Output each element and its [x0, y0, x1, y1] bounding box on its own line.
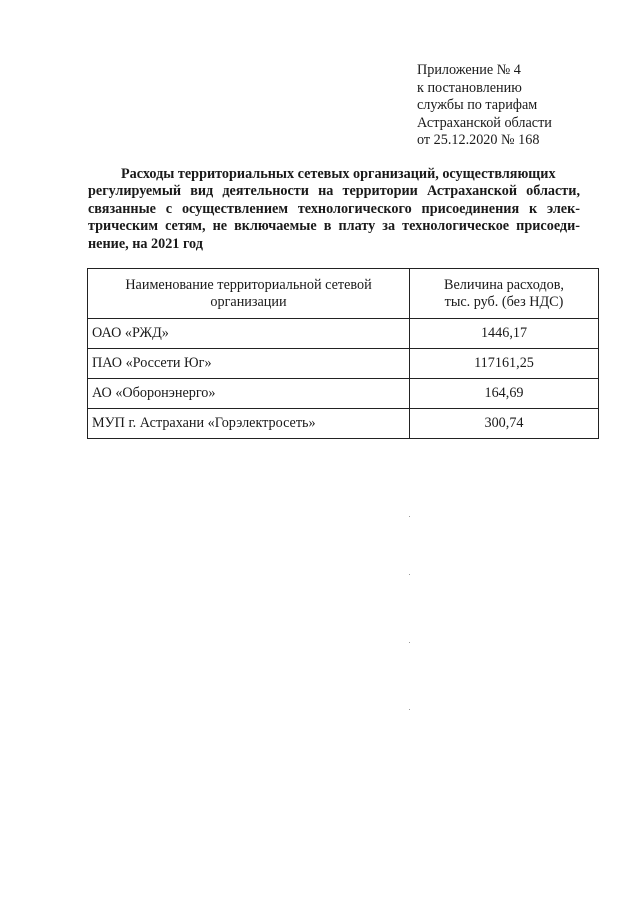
header-cost-value-line: Величина расходов,: [444, 276, 564, 293]
organization-name-cell: МУП г. Астрахани «Горэлектросеть»: [88, 409, 410, 439]
costs-table: [87, 268, 599, 439]
appendix-line: Приложение № 4: [417, 62, 521, 78]
organization-name-cell: ОАО «РЖД»: [88, 319, 410, 349]
table-row: [88, 349, 599, 379]
header-organization-name: [88, 269, 410, 319]
scan-speck: [409, 516, 410, 517]
table-row: [88, 379, 599, 409]
title-line: Расходы территориальных сетевых организаций, осуществляющих: [121, 166, 556, 182]
cost-value-cell: 164,69: [410, 379, 599, 409]
organization-name-cell: АО «Оборонэнерго»: [88, 379, 410, 409]
table-header-row: [88, 269, 599, 319]
table-row: [88, 319, 599, 349]
appendix-line: от 25.12.2020 № 168: [417, 132, 540, 149]
scan-speck: [409, 709, 410, 710]
appendix-line: Астраханской области: [417, 114, 552, 131]
cost-value-cell: 1446,17: [410, 319, 599, 349]
appendix-line: к постановлению: [417, 79, 522, 96]
title-line: регулируемый вид деятельности на территории Астраханской области,: [88, 183, 580, 200]
header-organization-name-line: Наименование территориальной сетевой: [125, 276, 372, 293]
organization-name-cell: ПАО «Россети Юг»: [88, 349, 410, 379]
appendix-block: [417, 62, 617, 150]
title-line: связанные с осуществлением технологического присоединения к элек-: [88, 200, 580, 217]
scan-speck: [409, 574, 410, 575]
cost-value-cell: 117161,25: [410, 349, 599, 379]
header-organization-name-line: организации: [210, 293, 287, 310]
scan-speck: [409, 642, 410, 643]
appendix-line: службы по тарифам: [417, 97, 538, 114]
header-cost-value-line: тыс. руб. (без НДС): [444, 293, 564, 310]
title-line: нение, на 2021 год: [88, 235, 203, 252]
header-cost-value: [410, 269, 599, 319]
title-line: трическим сетям, не включаемые в плату за технологическое присоеди-: [88, 218, 580, 235]
table-row: [88, 409, 599, 439]
document-title: [88, 166, 580, 253]
cost-value-cell: 300,74: [410, 409, 599, 439]
